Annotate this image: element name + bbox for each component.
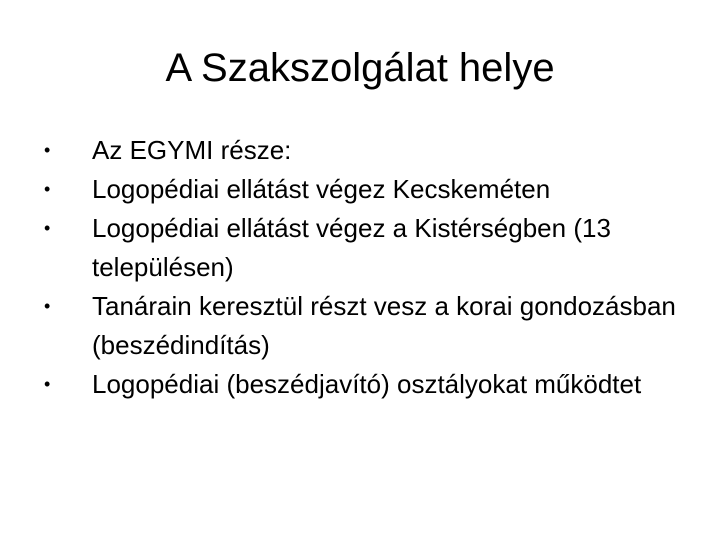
bullet-text: Logopédiai ellátást végez a Kistérségben (13 településen) xyxy=(92,213,611,282)
bullet-item-1 xyxy=(44,131,694,170)
bullet-icon: • xyxy=(44,218,51,238)
bullet-item-3 xyxy=(44,209,694,287)
bullet-item-2 xyxy=(44,170,694,209)
bullet-text: Logopédiai ellátást végez Kecskeméten xyxy=(92,174,551,204)
bullet-text: Az EGYMI része: xyxy=(92,135,292,165)
bullet-text: Logopédiai (beszédjavító) osztályokat működtet xyxy=(92,369,642,399)
bullet-list xyxy=(44,131,694,404)
bullet-icon: • xyxy=(44,374,51,394)
bullet-item-5 xyxy=(44,365,694,404)
bullet-icon: • xyxy=(44,179,51,199)
bullet-icon: • xyxy=(44,296,51,316)
bullet-icon: • xyxy=(44,140,51,160)
bullet-text: Tanárain keresztül részt vesz a korai gondozásban (beszédindítás) xyxy=(92,291,676,360)
slide-title: A Szakszolgálat helye xyxy=(165,46,555,90)
bullet-item-4 xyxy=(44,287,694,365)
